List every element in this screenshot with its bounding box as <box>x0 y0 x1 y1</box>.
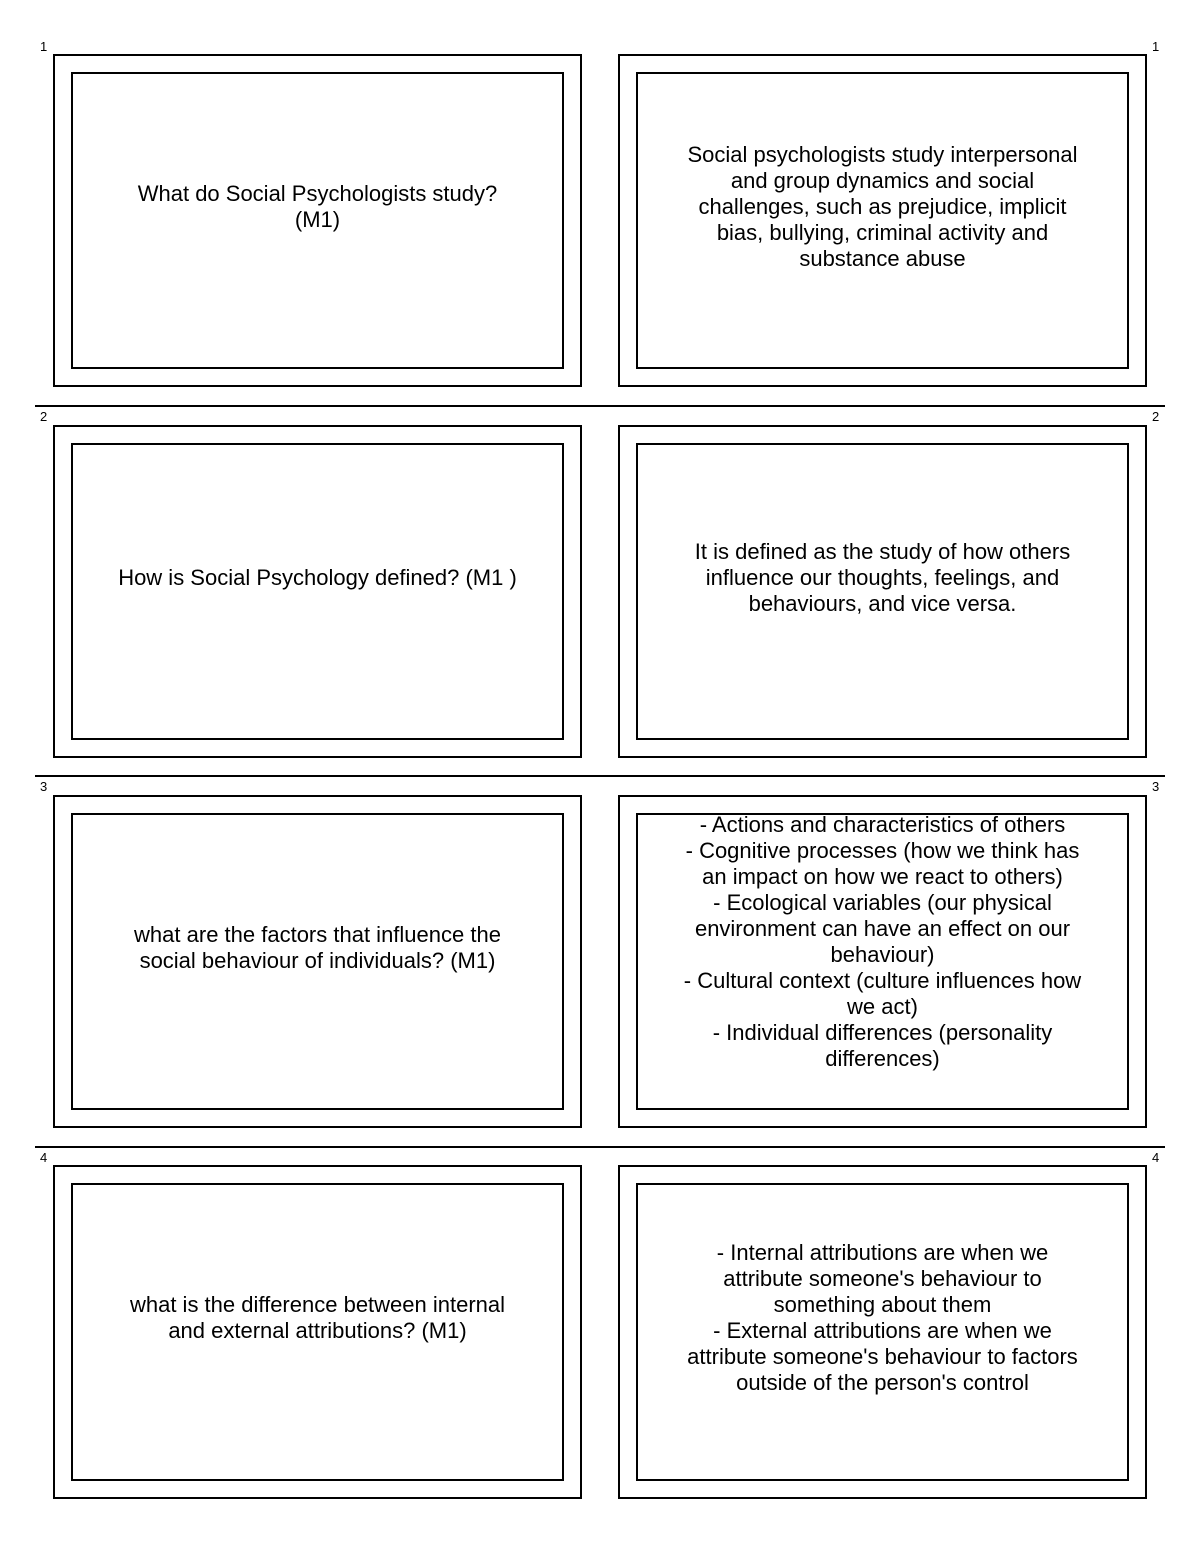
card-number-left: 3 <box>40 779 48 794</box>
answer-card <box>618 425 1147 758</box>
answer-card <box>618 795 1147 1128</box>
card-number-right: 1 <box>1152 39 1160 54</box>
row-divider <box>35 775 1165 777</box>
question-card-frame <box>71 1183 564 1481</box>
card-number-right: 4 <box>1152 1150 1160 1165</box>
question-card-frame <box>71 813 564 1110</box>
row-divider <box>35 1146 1165 1148</box>
answer-card <box>618 1165 1147 1499</box>
row-divider <box>35 405 1165 407</box>
question-text: What do Social Psychologists study? (M1) <box>137 180 498 232</box>
question-text: what is the difference between internal and external attributions? (M1) <box>129 1292 506 1343</box>
answer-card-frame <box>636 72 1129 369</box>
answer-text: Social psychologists study interpersonal and group dynamics and social challenges, such as prejudice, implicit bias, bullying, criminal activity and substance abuse <box>687 141 1078 271</box>
question-card-frame <box>71 443 564 740</box>
question-card <box>53 1165 582 1499</box>
card-number-right: 3 <box>1152 779 1160 794</box>
question-card <box>53 54 582 387</box>
card-number-left: 4 <box>40 1150 48 1165</box>
question-card <box>53 425 582 758</box>
question-text: what are the factors that influence the social behaviour of individuals? (M1) <box>134 921 501 973</box>
answer-text: - Actions and characteristics of others - Cognitive processes (how we think has an impact on how we react to others) - Ecological variables (our physical environment can have an effect on our behaviour) - Cultural context (culture influences how we act) - Individual differences (personality differences) <box>683 811 1082 1071</box>
answer-card <box>618 54 1147 387</box>
question-card <box>53 795 582 1128</box>
answer-text: - Internal attributions are when we attribute someone's behaviour to something about them - External attributions are when we attribute someone's behaviour to factors outside of the person's control <box>687 1240 1078 1395</box>
question-card-frame <box>71 72 564 369</box>
card-number-left: 1 <box>40 39 48 54</box>
card-number-right: 2 <box>1152 409 1160 424</box>
question-text: How is Social Psychology defined? (M1 ) <box>118 564 517 590</box>
answer-card-frame <box>636 813 1129 1110</box>
card-number-left: 2 <box>40 409 48 424</box>
answer-text: It is defined as the study of how others influence our thoughts, feelings, and behaviours, and vice versa. <box>694 538 1071 616</box>
answer-card-frame <box>636 1183 1129 1481</box>
answer-card-frame <box>636 443 1129 740</box>
